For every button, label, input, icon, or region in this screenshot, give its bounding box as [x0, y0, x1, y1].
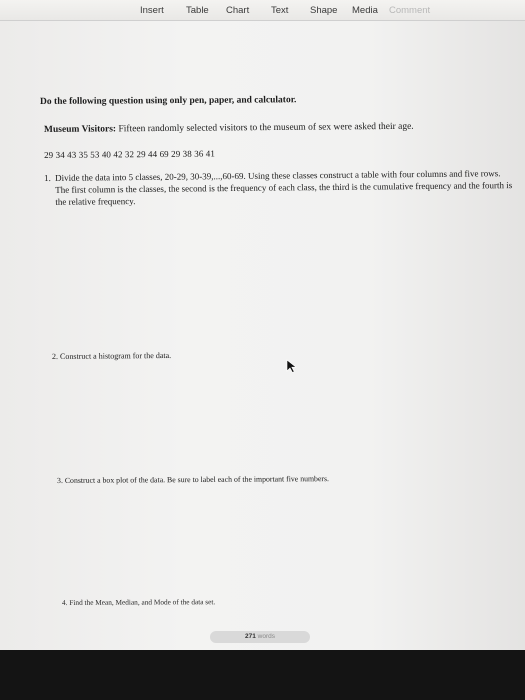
question-1-text: Divide the data into 5 classes, 20-29, 30-39,...,60-69. Using these classes construct a table with four columns and five rows. The first column is the classes, the second is the frequency of each class, the third is the cumulative frequency and the fourth is the relative frequency. — [55, 168, 513, 207]
toolbar — [0, 0, 525, 21]
question-2: 2. Construct a histogram for the data. — [52, 350, 172, 361]
toolbar-insert-button[interactable]: Insert — [140, 5, 164, 16]
document-page[interactable] — [0, 21, 525, 650]
word-count-label: words — [257, 633, 275, 640]
toolbar-chart-button[interactable]: Chart — [226, 5, 250, 16]
toolbar-table-button[interactable]: Table — [186, 5, 209, 16]
mouse-pointer-icon — [286, 359, 298, 373]
toolbar-media-button[interactable]: Media — [352, 5, 378, 16]
question-1 — [44, 167, 514, 208]
word-count-value: 271 — [244, 633, 256, 640]
toolbar-text-button[interactable]: Text — [271, 5, 289, 16]
word-count-badge[interactable] — [210, 631, 310, 643]
toolbar-shape-button[interactable]: Shape — [310, 5, 338, 16]
problem-statement — [44, 122, 414, 135]
problem-label: Museum Visitors: — [44, 124, 117, 135]
toolbar-comment-button[interactable]: Comment — [389, 5, 431, 16]
data-values: 29 34 43 35 53 40 42 32 29 44 69 29 38 36 41 — [44, 148, 215, 160]
problem-text: Fifteen randomly selected visitors to the museum of sex were asked their age. — [118, 121, 414, 135]
question-4: 4. Find the Mean, Median, and Mode of the data set. — [62, 597, 216, 607]
desk-background — [0, 650, 525, 700]
instructions-heading: Do the following question using only pen, paper, and calculator. — [40, 95, 297, 107]
question-1-number: 1. — [44, 172, 51, 183]
question-3: 3. Construct a box plot of the data. Be sure to label each of the important five numbers. — [57, 474, 330, 485]
